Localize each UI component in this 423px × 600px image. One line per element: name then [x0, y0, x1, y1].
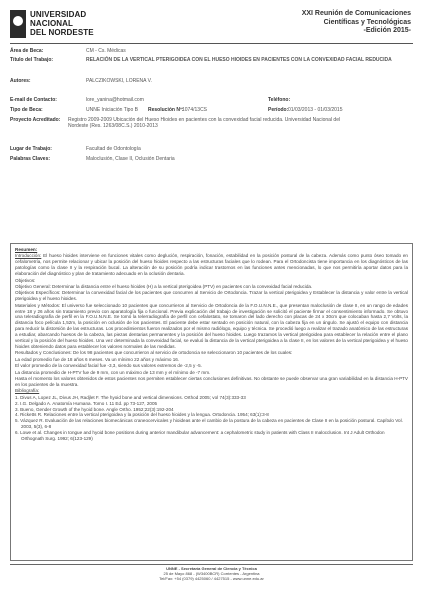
bib-item: 4. Ricketts R. Relaciones entre la vertical pterigoidea y la posición del hueso hioides y la lengua. Ortodoncia. 1954; 63(1):3-8 [15, 412, 269, 418]
university-line-1: UNIVERSIDAD [30, 10, 87, 19]
lugar-value: Facultad de Odontología [86, 146, 141, 152]
palabras-value: Maloclusión, Clase II, Oclusión Dentaria [86, 156, 175, 162]
footer-line-1: UNNE - Secretaría General de Ciencia y Técnica [166, 566, 257, 571]
bib-item: 5. Vázquez R. Evaluación de las relaciones biomecánicas craneocervicales y hioideas ante el cambio de la postura de la cabeza en pacientes de Clase II en la posición postural. Capítulo Vol. 2003, 5(3), 6-8 [15, 418, 403, 430]
bib-item: 3. Bueno, Gender Growth of the hyoid bone. Angle Ortho. 1952;22(3):192-204 [15, 406, 174, 412]
university-line-2: NACIONAL [30, 19, 74, 28]
lugar-label: Lugar de Trabajo: [10, 146, 52, 152]
resultados-text: Resultados y Conclusiones: De los 98 pacientes que concurrieron al servicio de ortodoncia se seleccionaron 10 pacientes de los cuales: [15, 350, 293, 356]
resultado-1: La edad promedio fue de 18 años 6 meses. Va un mínimo 22 años y máximo 16. [15, 356, 180, 362]
intro-heading: Introducción: [15, 253, 42, 259]
event-line-2: Científicas y Tecnológicas [323, 18, 411, 26]
titulo-label: Título del Trabajo: [10, 57, 54, 63]
footer-divider [10, 564, 413, 565]
objetivo-general: Objetivo General: Determinar la distancia entre el hueso hioides (H) a la vertical pterigoidea (PTV) en pacientes con la convexidad facial reducida. [15, 283, 313, 289]
telefono-label: Teléfono: [268, 97, 291, 103]
tipo-value: UNNE Iniciación Tipo B [86, 107, 138, 113]
objetivos-especificos: Objetivos Específicos: Determinar la convexidad facial de los pacientes que concurren al Servicio de Ortodoncia. Trazar la vertical pterigoidea y Establecer la distancia y valor entre la vertical pterigoidea y el hueso hioides. [15, 290, 408, 302]
event-line-3: -Edición 2015- [363, 27, 411, 34]
bib-item: 2. I.G. Delgado A. Anatomía Humana. Tomo I. 11 Ed. pp 73-127, 2005 [15, 400, 158, 406]
email-value: lore_yanina@hotmail.com [86, 97, 144, 103]
event-line-1: XXI Reunión de Comunicaciones [301, 10, 411, 17]
resultado-4: Hasta el momento los valores obtenidos de estos pacientes nos permiten establecer ciertas conclusiones definitivas. No obstante se puede observar una gran variabilidad en la distancia H-PTV en los pacientes de la muestra. [15, 376, 408, 387]
university-name [30, 10, 94, 37]
resolucion-value: 1074/13CS [182, 107, 208, 113]
area-value: CM - Cs. Médicas [86, 48, 126, 54]
proyecto-value: Registro 2009-2009 Ubicación del Hueso Hioides en pacientes con la convexidad facial reducida. Universidad Nacional del Nordeste (Res. 1263/08C.S.) 2010-2013 [68, 117, 341, 129]
palabras-label: Palabras Claves: [10, 156, 51, 162]
autores-value: PALCZIKOWSKI, LORENA V. [86, 78, 152, 84]
bibliografia-heading: Bibliografía: [15, 388, 40, 394]
email-label: E-mail de Contacto: [10, 97, 57, 103]
area-label: Área de Beca: [10, 48, 44, 54]
resolucion-label: Resolución Nº: [148, 107, 184, 113]
abstract-box [10, 243, 413, 561]
resumen-heading: Resumen: [15, 247, 38, 252]
objetivos-heading: Objetivos: [15, 277, 36, 283]
university-logo [10, 10, 26, 38]
bibliography-list [15, 395, 408, 442]
bib-item: 6. Lowe et al. Changes in tongue and hyoid bone positions during anterior mandibular advancement: a cephalometric study in patients with Class II malocclusion. Int J Adult Orthodon Orthognath Surg. 1992; 6(123-129) [15, 430, 385, 442]
resultado-3: La distancia promedio de H-PTV fue de 9 mm, con un máximo de 13 mm y el mínimo de -7 mm. [15, 369, 211, 375]
university-line-3: DEL NORDESTE [30, 28, 94, 37]
tipo-label: Tipo de Beca: [10, 107, 43, 113]
page-header [0, 0, 423, 44]
resultado-2: El valor promedio de la convexidad facial fue -3,3, siendo sus valores extremos de -2,5 y -5. [15, 363, 202, 369]
footer-line-3: Tel/Fax: +54 (0379) 4425060 / 4427515 - www.unne.edu.ar [159, 576, 264, 581]
periodo-value: 01/03/2013 - 01/03/2015 [288, 107, 343, 113]
event-title [302, 10, 411, 36]
page-footer [0, 566, 423, 581]
titulo-value: RELACIÓN DE LA VERTICAL PTERIGOIDEA CON EL HUESO HIOIDES EN PACIENTES CON LA CONVEXIDAD FACIAL REDUCIDA [86, 57, 392, 63]
autores-label: Autores: [10, 78, 31, 84]
intro-text: El hueso hioides interviene en funciones vitales como deglución, respiración, fonación, estabilidad en la posición postural de la cabeza. Además como punto óseo tomado en cefalometría, nos permite relacionar y ubicar la posición del hueso hioides respecto a las estructuras faciales que lo rodean. Para el Ortodoncista tiene importancia en los diagnósticos de las patologías como la clase II y la respiración bucal. La alteración de su posición podría indicar trastornos en las funciones antes mencionadas, lo que nos permitiría aportar datos para la elaboración del diagnóstico y plan de tratamiento adecuado en la oclusión dentaria. [15, 253, 408, 277]
bib-item: 1. Divus A, Lopez JL, Divus JH, Radjlet F. The hyoid bone and vertical dimensions. Orthod 2005; vol 74(3):333-33 [15, 394, 246, 400]
footer-line-2: 25 de Mayo 868 - (W3400BCR) Corrientes - Argentina [163, 571, 260, 576]
materiales-text: Materiales y Métodos: El universo fue seleccionado 10 pacientes que concurrieron al Servicio de Ortodoncia de la F.O.U.N.N.E., que presentan maloclusión de clase II, en un rango de edades entre 18 y 26 años sin tratamiento previo con aparatología fija o funcional. Previa explicación del trabajo de investigación se solicitó el paciente firmar el consentimiento informado. Se obtuvo una teleradiografía de perfil en la F.O.U.N.N.E. Se tomó la telerradiografía de perfil con cefalostato, se tomaron del lado derecho con placas de 24 x 30cm que colocaban hasta 2,7 Volts, la distancia foco película 1,52m, la posición en oclusión de los pacientes. El paciente debe estar sentado en posición natural, con la cabeza fija en un ángulo. Se ajustó el equipo con distancia para reducir la distorsión de las estructuras. Los procedimientos fueron realizados por el mismo radiólogo, equipo y técnica. Se procedió luego a realizar el trazado anatómico de las estructuras a estudiar, abarcando huesos de la cabeza, las piezas dentarias permanentes y la posición del hueso hioides. Luego trazamos la vertical pterigoidea para establecer la relación entre el plano vertical y la posición del hueso hioides. Una vez determinada la convexidad facial, se evaluó la distancia de la vertical pterigoidea a la clase II, en los valores de la vertical pterigoidea y el hueso hioides obteniendo datos para establecer los valores normales de las medidas. [15, 302, 408, 349]
periodo-label: Período: [268, 107, 289, 113]
header-divider [10, 43, 413, 44]
proyecto-label: Proyecto Acreditado: [10, 117, 61, 123]
